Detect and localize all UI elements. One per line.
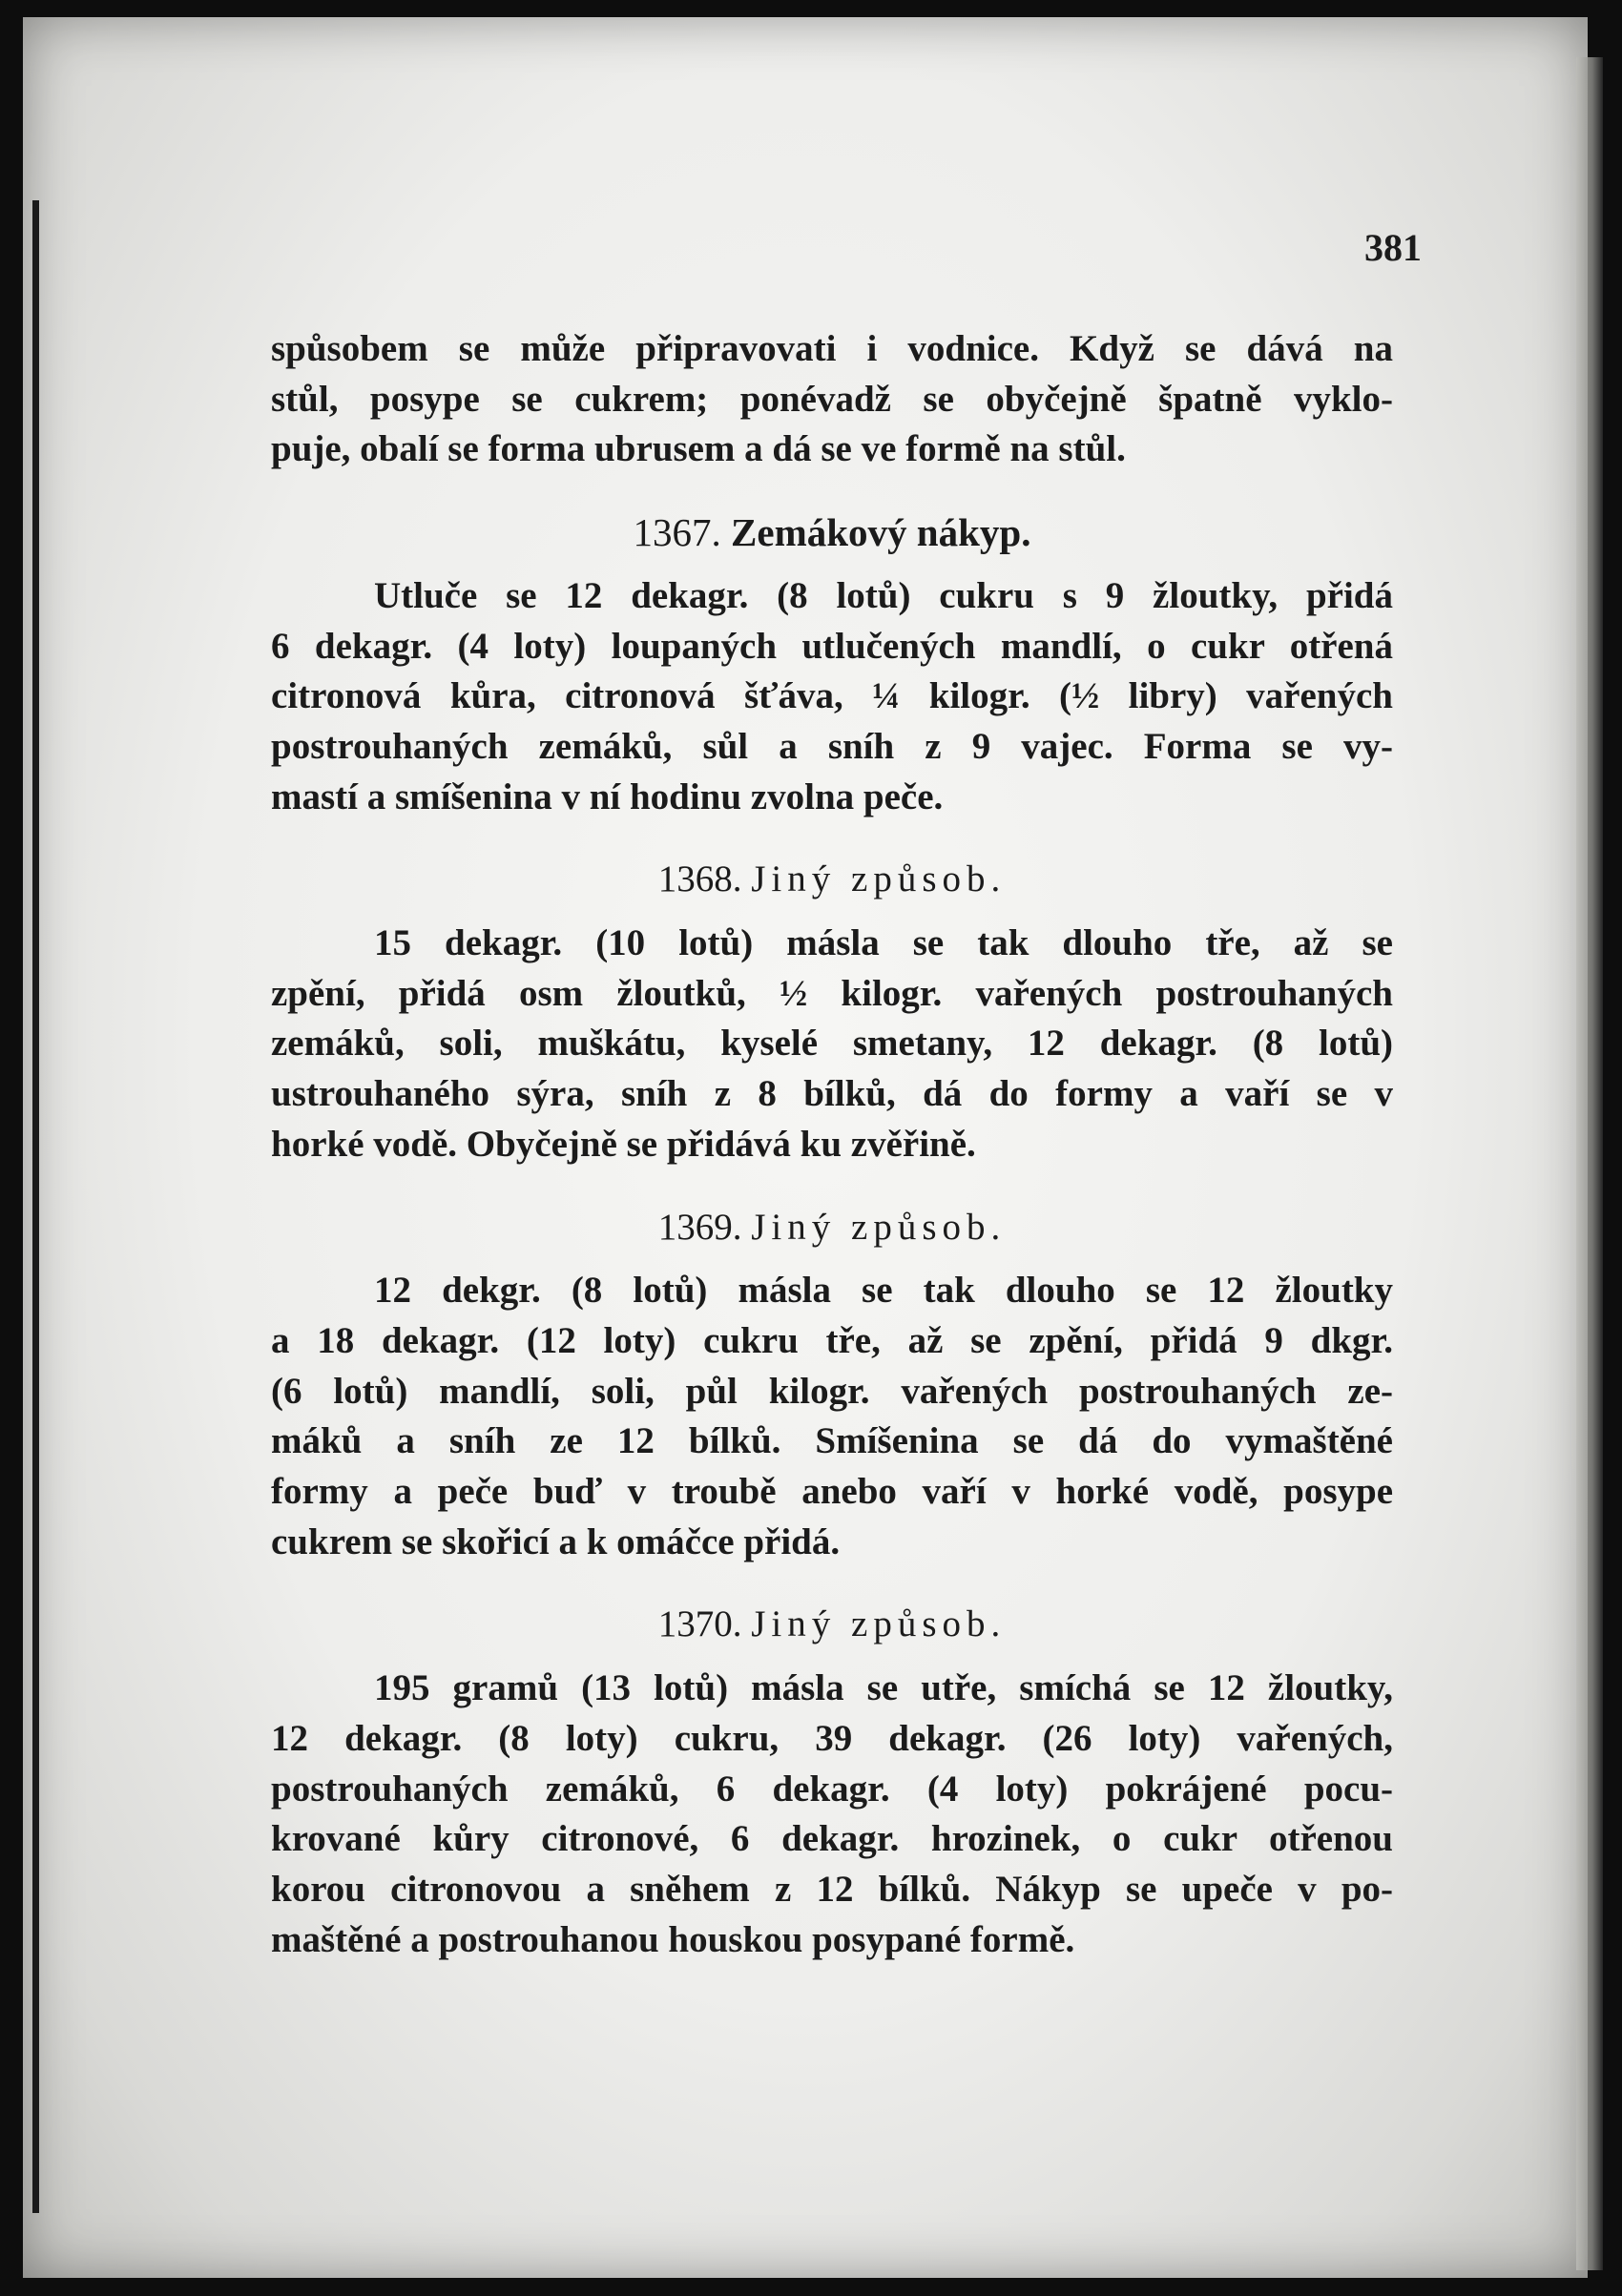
text-line: a 18 dekagr. (12 loty) cukru tře, až se zpění, přidá 9 dkgr.: [271, 1319, 1393, 1361]
intro-paragraph: [271, 324, 1393, 475]
text-line: 6 dekagr. (4 loty) loupaných utlučených mandlí, o cukr otřená: [271, 625, 1393, 667]
recipe-number: 1368.: [657, 858, 742, 900]
text-line: 12 dekgr. (8 lotů) másla se tak dlouho se 12 žloutky: [374, 1270, 1393, 1312]
recipe-heading: [271, 855, 1393, 905]
recipe-heading: [271, 1600, 1393, 1650]
text-line: 12 dekagr. (8 loty) cukru, 39 dekagr. (26 loty) vařených,: [271, 1717, 1393, 1759]
text-line: 15 dekagr. (10 lotů) másla se tak dlouho tře, až se: [374, 922, 1393, 964]
recipe-heading: [271, 1203, 1393, 1253]
page-text: [271, 324, 1393, 1965]
text-line: spůsobem se může připravovati i vodnice. Když se dává na: [271, 328, 1393, 369]
text-line: 195 gramů (13 lotů) másla se utře, smíchá se 12 žloutky,: [374, 1667, 1393, 1709]
text-line: zpění, přidá osm žloutků, ½ kilogr. vařených postrouhaných: [271, 972, 1393, 1014]
text-line: formy a peče buď v troubě anebo vaří v horké vodě, posype: [271, 1471, 1393, 1513]
text-line: Utluče se 12 dekagr. (8 lotů) cukru s 9 žloutky, přidá: [374, 574, 1393, 616]
text-line: postrouhaných zemáků, 6 dekagr. (4 loty) pokrájené pocu-: [271, 1768, 1393, 1810]
recipe-title: Jiný způsob.: [751, 1603, 1007, 1645]
text-line: cukrem se skořicí a k omáčce přidá.: [271, 1520, 841, 1562]
recipe-number: 1367.: [633, 510, 721, 555]
recipe-number: 1369.: [657, 1206, 742, 1248]
text-line: horké vodě. Obyčejně se přidává ku zvěřině.: [271, 1123, 976, 1165]
page-binding-edge: [32, 200, 39, 2213]
text-line: korou citronovou a sněhem z 12 bílků. Nákyp se upeče v po-: [271, 1868, 1393, 1910]
recipe-body: [271, 919, 1393, 1170]
page-number: 381: [1364, 226, 1422, 269]
text-line: citronová kůra, citronová šťáva, ¼ kilogr. (½ libry) vařených: [271, 675, 1393, 717]
text-line: postrouhaných zemáků, sůl a sníh z 9 vajec. Forma se vy-: [271, 725, 1393, 767]
text-line: máků a sníh ze 12 bílků. Smíšenina se dá do vymaštěné: [271, 1420, 1393, 1462]
text-line: ustrouhaného sýra, sníh z 8 bílků, dá do formy a vaří se v: [271, 1073, 1393, 1115]
recipe-body: [271, 1266, 1393, 1567]
recipe-title: Zemákový nákyp.: [731, 510, 1031, 555]
recipe-title: Jiný způsob.: [751, 1206, 1007, 1248]
text-line: krované kůry citronové, 6 dekagr. hrozinek, o cukr otřenou: [271, 1818, 1393, 1860]
recipe-body: [271, 1664, 1393, 1965]
recipe-number: 1370.: [657, 1603, 742, 1645]
text-line: maštěné a postrouhanou houskou posypané formě.: [271, 1918, 1075, 1960]
recipe-body: [271, 571, 1393, 823]
text-line: puje, obalí se forma ubrusem a dá se ve formě na stůl.: [271, 428, 1126, 470]
recipe-heading: [271, 507, 1393, 558]
text-line: mastí a smíšenina v ní hodinu zvolna peče.: [271, 776, 944, 817]
text-line: zemáků, soli, muškátu, kyselé smetany, 12 dekagr. (8 lotů): [271, 1023, 1393, 1065]
page-outer-edge: [1576, 57, 1603, 2270]
text-line: stůl, posype se cukrem; ponévadž se obyčejně špatně vyklo-: [271, 378, 1393, 420]
recipe-title: Jiný způsob.: [751, 858, 1007, 900]
text-line: (6 lotů) mandlí, soli, půl kilogr. vařených postrouhaných ze-: [271, 1370, 1393, 1412]
